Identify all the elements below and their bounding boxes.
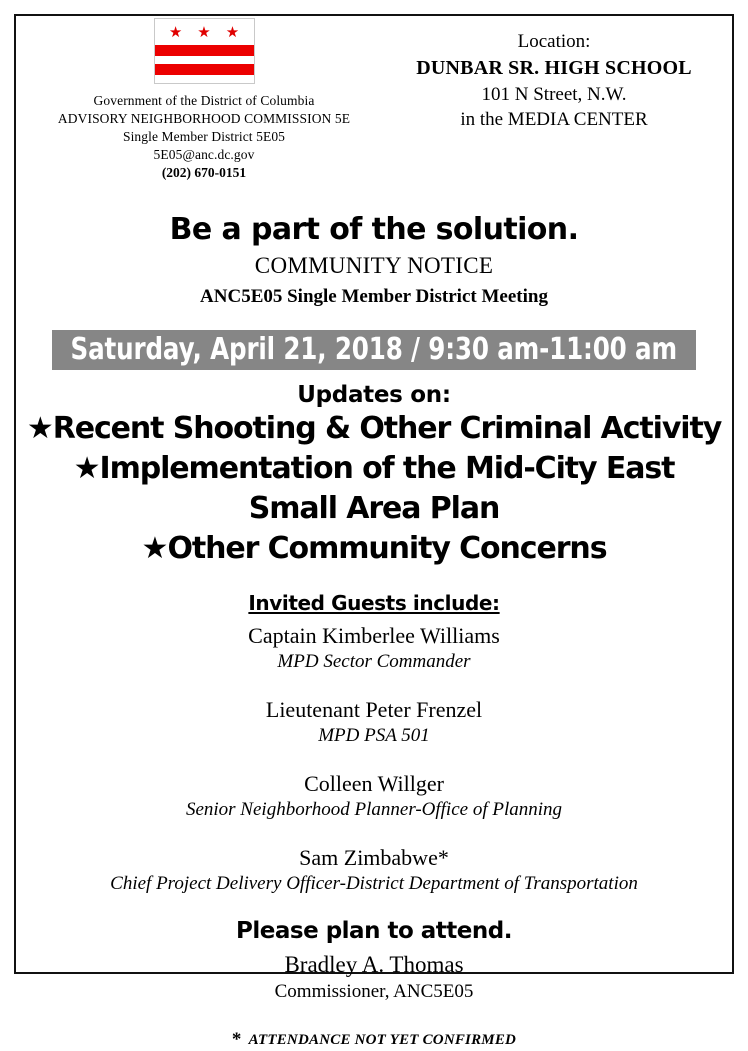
footnote (24, 1029, 724, 1051)
location-label: Location: (517, 31, 591, 52)
star-bullet-icon: ★ (141, 531, 168, 567)
flag-bar-upper (155, 45, 254, 56)
guest-name: Sam Zimbabwe* (299, 844, 449, 870)
org-commission-line: ADVISORY NEIGHBORHOOD COMMISSION 5E (57, 111, 351, 127)
guest-title: Senior Neighborhood Planner-Office of Planning (185, 798, 563, 820)
invited-guests-section (24, 591, 724, 896)
update-item (24, 449, 724, 489)
footnote-text: ATTENDANCE NOT YET CONFIRMED (248, 1031, 517, 1048)
guest-name: Captain Kimberlee Williams (248, 623, 500, 648)
updates-section (24, 382, 724, 569)
guest-entry (24, 696, 724, 749)
flag-bar-lower (155, 64, 254, 75)
update-item-continuation (24, 489, 724, 529)
date-time-text: Saturday, April 21, 2018 / 9:30 am-11:00 am (70, 331, 678, 367)
org-email[interactable]: 5E05@anc.dc.gov (153, 147, 255, 163)
guest-name: Colleen Willger (304, 770, 444, 796)
guest-entry (24, 770, 724, 823)
update-item-label: Implementation of the Mid-City East (99, 451, 675, 487)
guest-spacer (24, 749, 724, 763)
guest-entry (24, 622, 724, 675)
community-notice-heading: COMMUNITY NOTICE (254, 253, 494, 279)
guest-title: MPD PSA 501 (318, 725, 430, 746)
guest-title: Chief Project Delivery Officer-District Department of Transportation (110, 872, 638, 894)
meeting-subtitle: ANC5E05 Single Member District Meeting (200, 286, 548, 308)
slogan: Be a part of the solution. (169, 212, 579, 248)
guest-spacer (24, 823, 724, 837)
star-bullet-icon: ★ (73, 451, 100, 487)
update-item-label: Other Community Concerns (167, 531, 607, 567)
update-item-label: Recent Shooting & Other Criminal Activity (52, 411, 722, 447)
update-item (24, 529, 724, 569)
flag-star-icon: ★ (225, 25, 240, 41)
flag-stars-group (155, 26, 254, 41)
commissioner-role: Commissioner, ANC5E05 (274, 981, 474, 1003)
update-item (24, 409, 724, 449)
location-venue: DUNBAR SR. HIGH SCHOOL (416, 56, 692, 79)
guest-entry (24, 844, 724, 897)
org-government-line: Government of the District of Columbia (93, 93, 315, 108)
footnote-marker: * (231, 1028, 242, 1050)
district-of-columbia-flag-icon (154, 18, 255, 84)
title-block (24, 213, 724, 311)
star-bullet-icon: ★ (26, 411, 53, 447)
guest-spacer (24, 675, 724, 689)
commissioner-name: Bradley A. Thomas (284, 951, 464, 977)
location-room: in the MEDIA CENTER (460, 109, 648, 131)
closing-section (24, 918, 724, 1004)
location-address: 101 N Street, N.W. (481, 83, 627, 105)
flag-star-icon: ★ (168, 25, 183, 41)
flag-star-icon: ★ (197, 25, 211, 41)
update-item-label: Small Area Plan (248, 491, 500, 527)
invited-guests-heading: Invited Guests include: (248, 591, 500, 615)
header-location-block (384, 14, 724, 133)
attend-call-to-action: Please plan to attend. (236, 918, 512, 945)
guest-name: Lieutenant Peter Frenzel (265, 696, 483, 722)
header (24, 0, 724, 183)
guest-title: MPD Sector Commander (277, 651, 471, 673)
date-time-banner (52, 330, 696, 370)
header-organization-block (24, 14, 384, 183)
org-district-line: Single Member District 5E05 (122, 129, 286, 145)
org-phone[interactable]: (202) 670-0151 (161, 165, 247, 181)
updates-heading: Updates on: (297, 381, 451, 408)
